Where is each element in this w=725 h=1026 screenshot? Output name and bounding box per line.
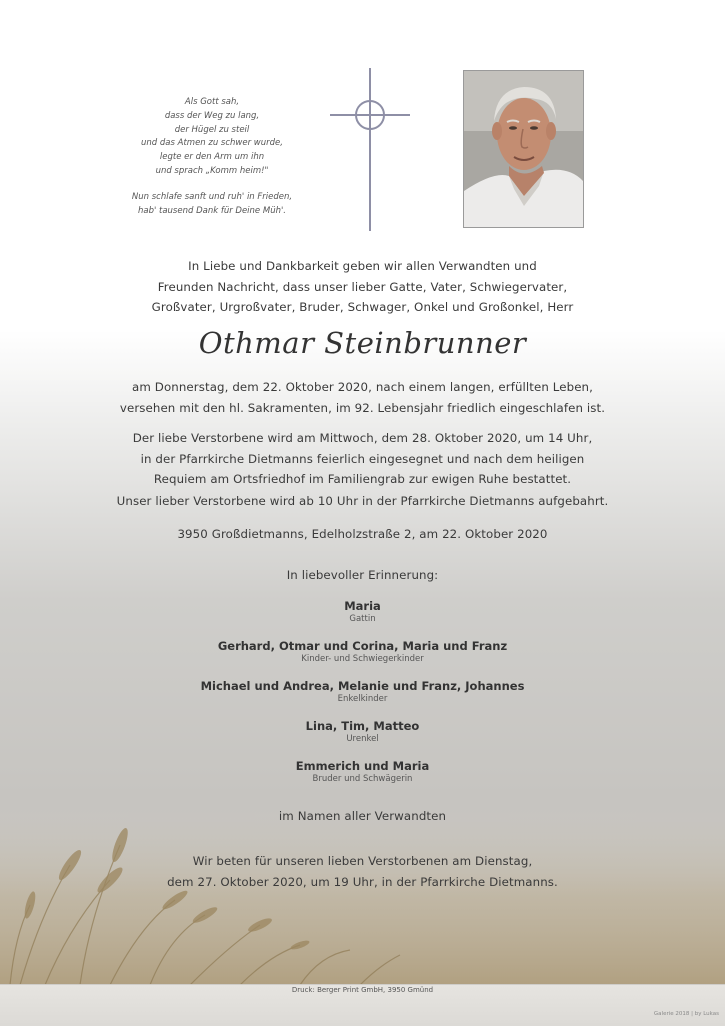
family-name: Lina, Tim, Matteo: [305, 719, 420, 733]
on-behalf: [0, 806, 725, 827]
family-entry: [0, 759, 725, 785]
funeral-notice-line: in der Pfarrkirche Dietmanns feierlich eingesegnet und nach dem heiligen: [140, 451, 585, 466]
family-entry: [0, 679, 725, 705]
family-entry: [0, 599, 725, 625]
intro-line: Großvater, Urgroßvater, Bruder, Schwager, Onkel und Großonkel, Herr: [151, 300, 574, 314]
family-name: Maria: [344, 599, 381, 613]
funeral-notice: [0, 428, 725, 490]
poem-line: hab' tausend Dank für Deine Müh'.: [137, 205, 287, 216]
poem-line: Als Gott sah,: [184, 97, 240, 107]
poem-line: dass der Weg zu lang,: [164, 110, 260, 121]
family-entry: [0, 639, 725, 665]
image-credit: Galerie 2018 | by Lukas: [653, 1011, 719, 1017]
death-notice-line: versehen mit den hl. Sakramenten, im 92. Lebensjahr friedlich eingeschlafen ist.: [119, 400, 606, 415]
poem: [112, 96, 312, 218]
poem-line: und sprach „Komm heim!": [155, 165, 269, 176]
remembrance-heading-line: In liebevoller Erinnerung:: [286, 568, 439, 582]
family-name: Emmerich und Maria: [295, 759, 430, 773]
remembrance-heading: [0, 565, 725, 586]
on-behalf-line: im Namen aller Verwandten: [278, 809, 447, 823]
family-name: Gerhard, Otmar und Corina, Maria und Franz: [217, 639, 508, 653]
deceased-name: Othmar Steinbrunner: [198, 326, 527, 360]
viewing-notice-line: Unser lieber Verstorbene wird ab 10 Uhr in der Pfarrkirche Dietmanns aufgebahrt.: [116, 494, 609, 508]
portrait-photo: [463, 70, 584, 228]
intro-line: In Liebe und Dankbarkeit geben wir allen Verwandten und: [188, 259, 537, 273]
prayer-notice-line: Wir beten für unseren lieben Verstorbenen am Dienstag,: [192, 854, 533, 868]
family-role: Urenkel: [346, 734, 379, 744]
poem-line: der Hügel zu steil: [174, 124, 250, 135]
family-entry: [0, 719, 725, 745]
family-role: Gattin: [349, 614, 376, 624]
place-date-line: 3950 Großdietmanns, Edelholzstraße 2, am 22. Oktober 2020: [177, 527, 548, 541]
family-role: Bruder und Schwägerin: [312, 774, 413, 784]
prayer-notice: [0, 851, 725, 892]
family-role: Enkelkinder: [337, 694, 388, 704]
printer-credit: Druck: Berger Print GmbH, 3950 Gmünd: [291, 986, 434, 994]
poem-line: legte er den Arm um ihn: [159, 152, 265, 163]
poem-line: Nun schlafe sanft und ruh' in Frieden,: [131, 191, 293, 202]
family-role: Kinder- und Schwiegerkinder: [301, 654, 424, 664]
funeral-notice-line: Der liebe Verstorbene wird am Mittwoch, dem 28. Oktober 2020, um 14 Uhr,: [132, 431, 593, 445]
poem-spacer: [112, 179, 312, 191]
intro-text: [0, 256, 725, 318]
poem-line: und das Atmen zu schwer wurde,: [141, 138, 283, 149]
viewing-notice: [0, 491, 725, 512]
cross-icon: [325, 68, 415, 231]
prayer-notice-line: dem 27. Oktober 2020, um 19 Uhr, in der Pfarrkirche Dietmanns.: [167, 874, 558, 889]
place-date: [0, 524, 725, 545]
family-name: Michael und Andrea, Melanie und Franz, Johannes: [200, 679, 525, 693]
funeral-notice-line: Requiem am Ortsfriedhof im Familiengrab zur ewigen Ruhe bestattet.: [153, 472, 572, 486]
intro-line: Freunden Nachricht, dass unser lieber Gatte, Vater, Schwiegervater,: [157, 279, 568, 294]
wheat-field-image: [0, 805, 725, 985]
death-notice: [0, 377, 725, 418]
death-notice-line: am Donnerstag, dem 22. Oktober 2020, nach einem langen, erfüllten Leben,: [132, 380, 593, 394]
